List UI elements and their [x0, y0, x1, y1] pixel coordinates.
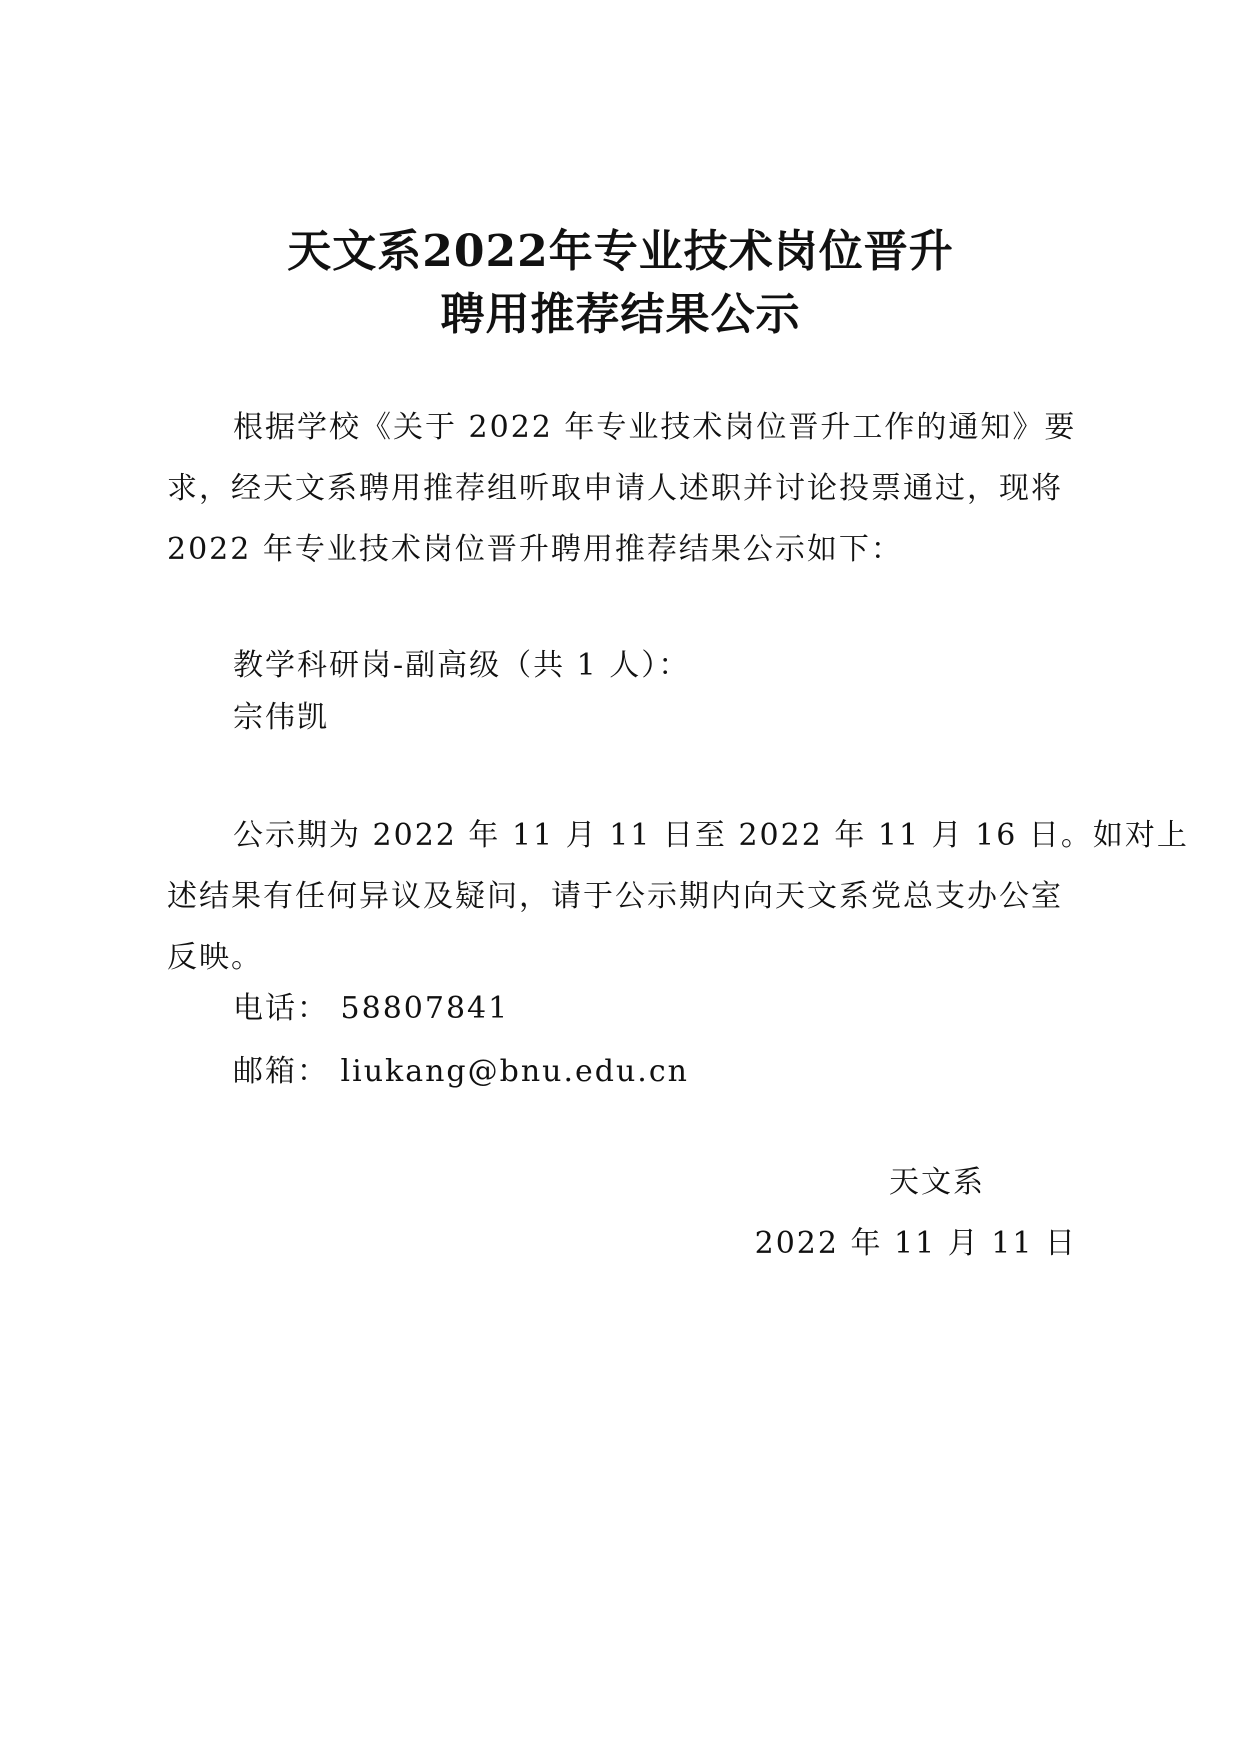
- contact-email: 邮箱： liukang@bnu.edu.cn: [233, 1054, 689, 1089]
- signature-date: 2022 年 11 月 11 日: [754, 1226, 1077, 1261]
- notice-paragraph-line-3: 反映。: [167, 940, 263, 975]
- document-title-line-2: 聘用推荐结果公示: [440, 289, 801, 340]
- intro-paragraph-line-2: 求，经天文系聘用推荐组听取申请人述职并讨论投票通过，现将: [167, 471, 1063, 506]
- intro-paragraph-line-1: 根据学校《关于 2022 年专业技术岗位晋升工作的通知》要: [233, 410, 1077, 445]
- result-category: 教学科研岗-副高级（共 1 人）：: [233, 648, 691, 683]
- document-title-line-1: 天文系2022年专业技术岗位晋升: [287, 226, 954, 277]
- notice-paragraph-line-2: 述结果有任何异议及疑问，请于公示期内向天文系党总支办公室: [167, 879, 1063, 914]
- contact-phone: 电话： 58807841: [233, 991, 510, 1026]
- signature-org: 天文系: [889, 1165, 985, 1200]
- result-name: 宗伟凯: [233, 700, 329, 735]
- notice-paragraph-line-1: 公示期为 2022 年 11 月 11 日至 2022 年 11 月 16 日。如对上: [233, 818, 1189, 853]
- intro-paragraph-line-3: 2022 年专业技术岗位晋升聘用推荐结果公示如下：: [167, 532, 903, 567]
